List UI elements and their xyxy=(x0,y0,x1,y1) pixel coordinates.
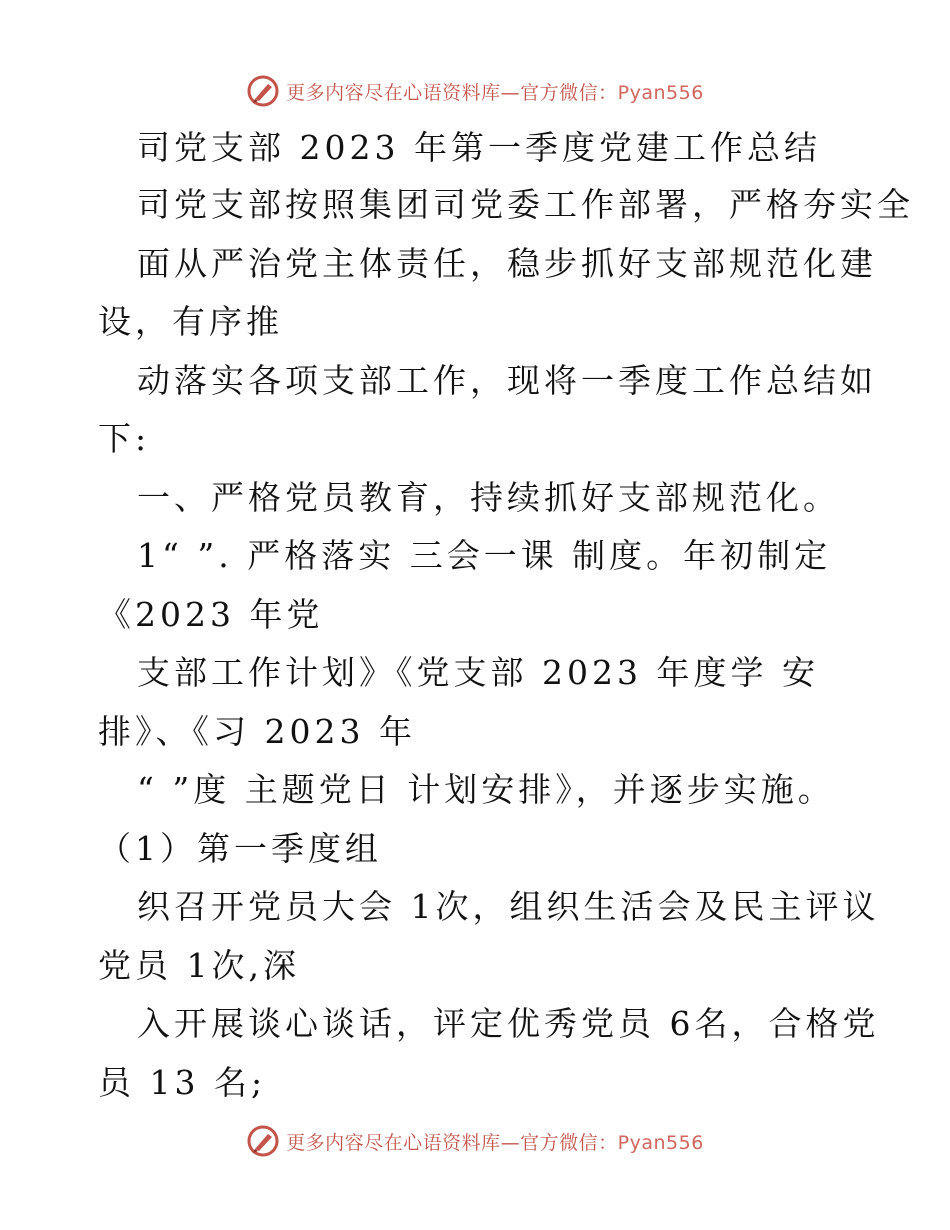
paragraph-line: 面从严治党主体责任，稳步抓好支部规范化建 xyxy=(137,244,877,283)
watermark-text: 更多内容尽在心语资料库—官方微信： xyxy=(286,81,618,104)
paragraph-line: 织召开党员大会 1次，组织生活会及民主评议 xyxy=(137,887,880,926)
watermark-id: Pyan556 xyxy=(617,1131,704,1154)
paragraph-line: 《2023 年党 xyxy=(98,595,324,634)
document-title: 司党支部 2023 年第一季度党建工作总结 xyxy=(137,128,821,167)
watermark-header xyxy=(0,71,950,111)
paragraph-line: 入开展谈心谈话，评定优秀党员 6名，合格党 xyxy=(137,1004,880,1043)
paragraph-line: （1）第一季度组 xyxy=(98,829,382,868)
paragraph-line: 支部工作计划》《党支部 2023 年度学 安 xyxy=(137,653,819,692)
pen-circle-logo-icon xyxy=(246,74,280,108)
paragraph-line: 排》、《习 2023 年 xyxy=(98,712,416,751)
watermark-text: 更多内容尽在心语资料库—官方微信： xyxy=(286,1131,618,1154)
pen-circle-logo-icon xyxy=(246,1124,280,1158)
watermark-footer xyxy=(0,1121,950,1161)
paragraph-line: 员 13 名; xyxy=(98,1063,267,1102)
paragraph-line: 下: xyxy=(98,419,151,458)
paragraph-line: “ ”度 主题党日 计划安排》，并逐步实施。 xyxy=(137,770,835,809)
paragraph-line: 1“ ”. 严格落实 三会一课 制度。年初制定 xyxy=(137,536,832,575)
paragraph-line: 设，有序推 xyxy=(98,302,283,341)
paragraph-line: 司党支部按照集团司党委工作部署，严格夯实全 xyxy=(137,185,914,224)
section-heading: 一、严格党员教育，持续抓好支部规范化。 xyxy=(137,478,840,517)
watermark-id: Pyan556 xyxy=(617,81,704,104)
paragraph-line: 党员 1次,深 xyxy=(98,946,300,985)
paragraph-line: 动落实各项支部工作，现将一季度工作总结如 xyxy=(137,361,877,400)
